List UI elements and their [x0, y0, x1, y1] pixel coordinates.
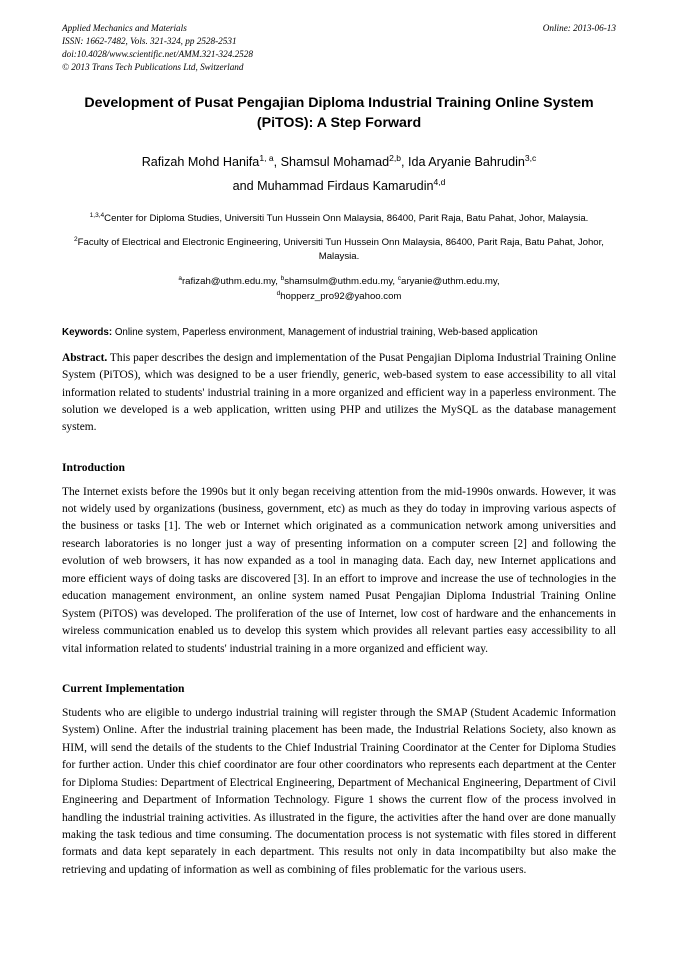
author-affil-marker: 2,b: [389, 153, 401, 164]
keywords-text: Online system, Paperless environment, Management of industrial training, Web-based application: [112, 327, 538, 339]
section-heading-current-implementation: Current Implementation: [62, 681, 185, 695]
abstract-label: Abstract.: [62, 351, 108, 364]
email-marker: d: [276, 289, 281, 297]
abstract-block: [62, 350, 616, 437]
author-affil-marker: 4,d: [433, 177, 446, 188]
author-emails: [62, 275, 616, 304]
page-header: [62, 22, 616, 74]
keywords-label: Keywords:: [62, 327, 113, 339]
affiliation-item: [66, 212, 612, 226]
author-name: , Ida Aryanie Bahrudin: [400, 155, 525, 170]
page-title: Development of Pusat Pengajian Diploma Industrial Training Online System (PiTOS): A Step Forward: [84, 95, 594, 131]
author-list: [62, 151, 616, 199]
author-affil-marker: 3,c: [524, 153, 537, 164]
abstract-text: This paper describes the design and implementation of the Pusat Pengajian Diploma Industrial Training Online System (PiTOS), which was designed to be a user friendly, generic, web-based system to ease accessibility to all vital information related to students' industrial training in a more organized and efficient way in a paperless environment. The solution we developed is a web application, written using PHP and utilizes the MySQL as the database management system.: [62, 351, 616, 434]
email-address[interactable]: shamsulm@uthm.edu.my,: [284, 276, 398, 288]
affiliation-item: [66, 236, 612, 265]
author-name: and Muhammad Firdaus Kamarudin: [232, 179, 434, 194]
author-name: , Shamsul Mohamad: [273, 155, 390, 170]
affiliation-text: Center for Diploma Studies, Universiti Tun Hussein Onn Malaysia, 86400, Parit Raja, Batu Pahat, Johor, Malaysia.: [104, 213, 589, 225]
email-marker: c: [397, 275, 402, 283]
author-line-2: [62, 175, 616, 199]
author-name: Rafizah Mohd Hanifa: [141, 155, 260, 170]
affiliations: [62, 212, 616, 264]
journal-info: [62, 22, 253, 74]
email-address[interactable]: rafizah@uthm.edu.my,: [181, 276, 281, 288]
journal-name: Applied Mechanics and Materials: [62, 23, 187, 33]
section-heading-introduction: Introduction: [62, 460, 125, 474]
journal-issn-volume: ISSN: 1662-7482, Vols. 321-324, pp 2528-2531: [62, 36, 237, 47]
journal-copyright: © 2013 Trans Tech Publications Ltd, Switzerland: [62, 62, 244, 73]
email-address[interactable]: aryanie@uthm.edu.my,: [401, 276, 500, 288]
online-date-text: Online: 2013-06-13: [542, 23, 616, 33]
email-marker: b: [280, 275, 285, 283]
email-address[interactable]: hopperz_pro92@yahoo.com: [280, 290, 402, 302]
email-line-2: [62, 290, 616, 304]
email-line-1: [62, 275, 616, 289]
section-paragraph: The Internet exists before the 1990s but it only began receiving attention from the mid-1990s onwards. However, it was not widely used by organizations (business, government, etc) as much as they do today in improving various aspects of the business or tasks [1]. The web or Internet which originated as a communication network among universities and research laboratories is no longer just a way of presenting information on a computer screen [2] and following the evolution of web browsers, it has now expanded as a tool in managing data. Each day, new Internet applications and more efficient ways of doing tasks are discovered [3]. In an effort to improve and increase the use of technologies in the education management environment, an online system named Pusat Pengajian Diploma Industrial Training Online System (PiTOS) was developed. The proliferation of the use of Internet, low cost of hardware and the enhancements in wireless communication enabled us to develop this system which provides all relevant parties easy accessibility to all vital information related to students' industrial training in a more organized and efficient way.: [62, 485, 616, 655]
online-date: [543, 22, 616, 35]
email-marker: a: [178, 275, 182, 283]
author-line-1: [142, 155, 537, 169]
affiliation-marker: 2: [74, 235, 78, 243]
author-affil-marker: 1, a: [259, 153, 274, 164]
section-paragraph: Students who are eligible to undergo industrial training will register through the SMAP (Student Academic Information System) Online. After the industrial training placement has been made, the Industrial Relations Society, also known as HIM, will send the details of the students to the Chief Industrial Training Coordinator at the Center for Diploma Studies for further action. Under this chief coordinator are four other coordinators who represents each department at the Center for Diploma Studies: Department of Electrical Engineering, Department of Mechanical Engineering, Department of Civil Engineering and Department of Information Technology. Figure 1 shows the current flow of the process involved in handling the industrial training activities. As illustrated in the figure, the activities after the hand over are done manually making the task tedious and time consuming. The documentation process is not systematic with files stored in different formats and data kept separately in each department. This results not only in data incompatibilty but also make the retrieving and updating of information as well as combining of files problematic for the various users.: [62, 706, 616, 876]
journal-doi: doi:10.4028/www.scientific.net/AMM.321-324.2528: [62, 49, 253, 60]
affiliation-marker: 1,3,4: [89, 212, 105, 220]
keywords-block: [62, 326, 616, 341]
affiliation-text: Faculty of Electrical and Electronic Engineering, Universiti Tun Hussein Onn Malaysia, 86400, Parit Raja, Batu Pahat, Johor, Malaysia.: [77, 236, 604, 263]
